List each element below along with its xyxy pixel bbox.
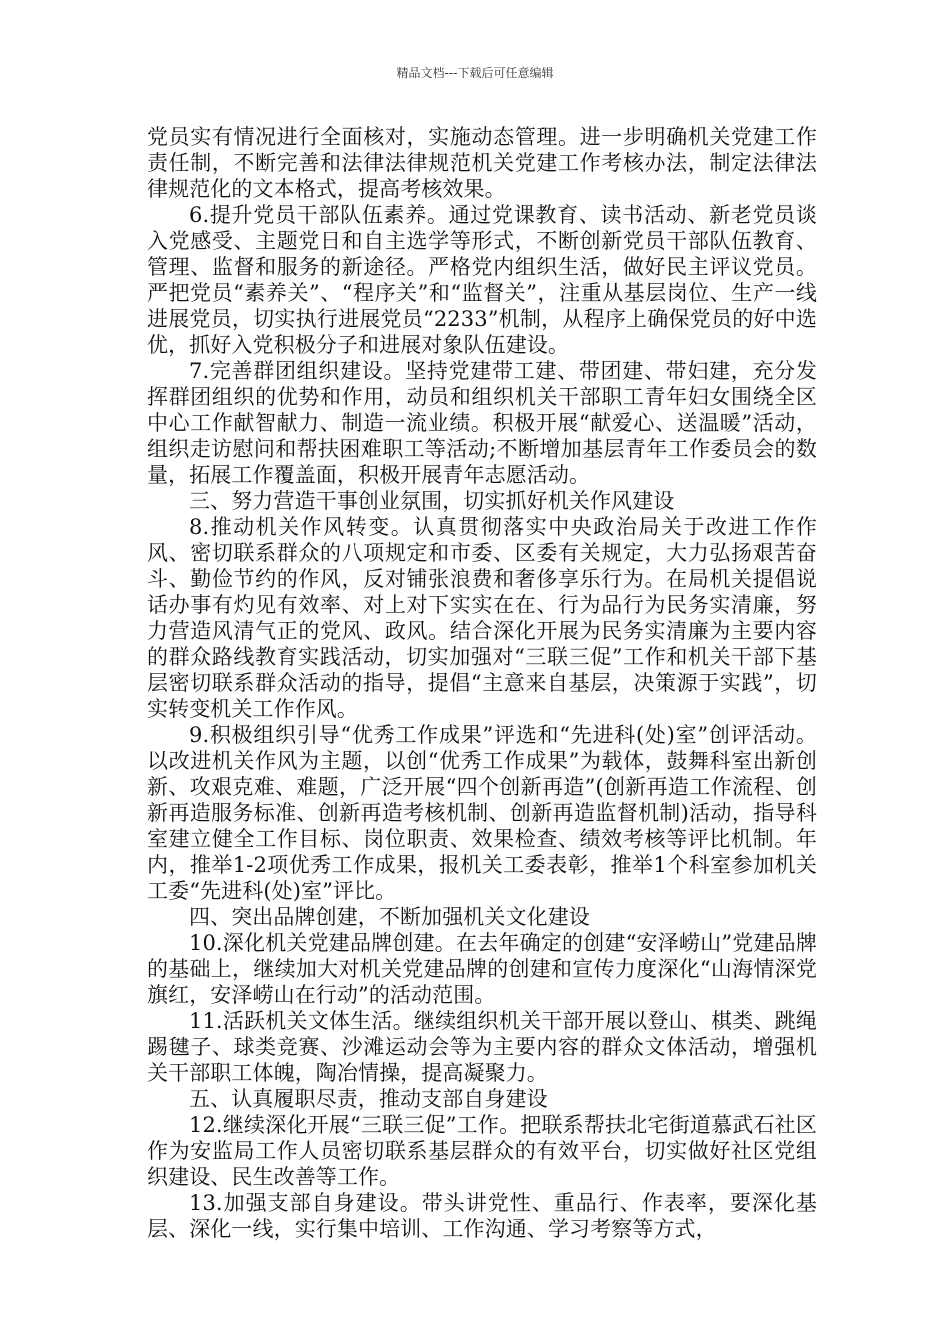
paragraph: 12.继续深化开展“三联三促”工作。把联系帮扶北宅街道慕武石社区作为安监局工作人员密切联系基层群众的有效平台，切实做好社区党组织建设、民生改善等工作。 bbox=[147, 1113, 817, 1189]
paragraph: 13.加强支部自身建设。带头讲党性、重品行、作表率，要深化基层、深化一线，实行集中培训、工作沟通、学习考察等方式， bbox=[147, 1191, 817, 1241]
paragraph: 10.深化机关党建品牌创建。在去年确定的创建“安泽崂山”党建品牌的基础上，继续加大对机关党建品牌的创建和宣传力度深化“山海情深党旗红，安泽崂山在行动”的活动范围。 bbox=[147, 931, 817, 1007]
section-heading: 五、认真履职尽责，推动支部自身建设 bbox=[189, 1087, 548, 1111]
paragraph: 6.提升党员干部队伍素养。通过党课教育、读书活动、新老党员谈入党感受、主题党日和自主选学等形式，不断创新党员干部队伍教育、管理、监督和服务的新途径。严格党内组织生活，做好民主评议党员。严把党员“素养关”、“程序关”和“监督关”，注重从基层岗位、生产一线进展党员，切实执行进展党员“2233”机制，从程序上确保党员的好中选优，抓好入党积极分子和进展对象队伍建设。 bbox=[147, 203, 817, 357]
document-body bbox=[147, 124, 817, 1242]
section-heading: 四、突出品牌创建，不断加强机关文化建设 bbox=[189, 905, 590, 929]
paragraph: 8.推动机关作风转变。认真贯彻落实中央政治局关于改进工作作风、密切联系群众的八项规定和市委、区委有关规定，大力弘扬艰苦奋斗、勤俭节约的作风，反对铺张浪费和奢侈享乐行为。在局机关提倡说话办事有灼见有效率、对上对下实实在在、行为品行为民务实清廉，努力营造风清气正的党风、政风。结合深化开展为民务实清廉为主要内容的群众路线教育实践活动，切实加强对“三联三促”工作和机关干部下基层密切联系群众活动的指导，提倡“主意来自基层，决策源于实践”，切实转变机关工作作风。 bbox=[147, 515, 817, 721]
page-header: 精品文档---下载后可任意编辑 bbox=[396, 66, 554, 80]
section-heading: 三、努力营造干事创业氛围，切实抓好机关作风建设 bbox=[189, 489, 675, 513]
paragraph: 11.活跃机关文体生活。继续组织机关干部开展以登山、棋类、跳绳踢毽子、球类竞赛、沙滩运动会等为主要内容的群众文体活动，增强机关干部职工体魄，陶冶情操，提高凝聚力。 bbox=[147, 1009, 817, 1085]
paragraph: 党员实有情况进行全面核对，实施动态管理。进一步明确机关党建工作责任制，不断完善和法律法律规范机关党建工作考核办法，制定法律法律规范化的文本格式，提高考核效果。 bbox=[147, 125, 817, 201]
paragraph: 9.积极组织引导“优秀工作成果”评选和“先进科(处)室”创评活动。以改进机关作风为主题，以创“优秀工作成果”为载体，鼓舞科室出新创新、攻艰克难、难题，广泛开展“四个创新再造”(创新再造工作流程、创新再造服务标准、创新再造考核机制、创新再造监督机制)活动，指导科室建立健全工作目标、岗位职责、效果检查、绩效考核等评比机制。年内，推举1-2项优秀工作成果，报机关工委表彰，推举1个科室参加机关工委“先进科(处)室”评比。 bbox=[147, 723, 817, 903]
paragraph: 7.完善群团组织建设。坚持党建带工建、带团建、带妇建，充分发挥群团组织的优势和作用，动员和组织机关干部职工青年妇女围绕全区中心工作献智献力、制造一流业绩。积极开展“献爱心、送温暖”活动，组织走访慰问和帮扶困难职工等活动;不断增加基层青年工作委员会的数量，拓展工作覆盖面，积极开展青年志愿活动。 bbox=[147, 359, 817, 487]
